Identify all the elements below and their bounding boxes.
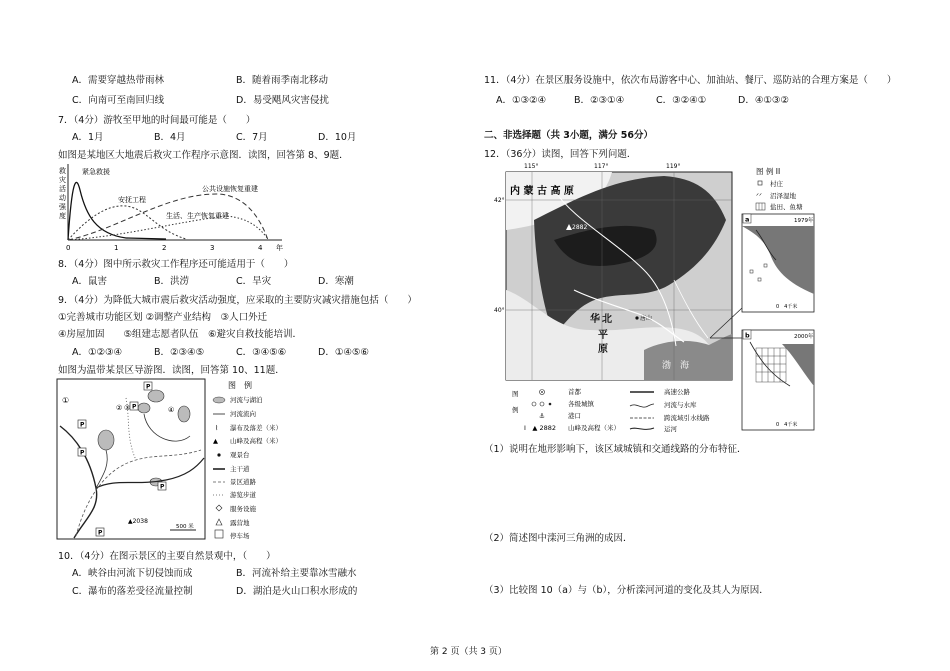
- q12-part1: （1）说明在地形影响下，该区域城镇和交通线路的分布特征．: [484, 444, 747, 455]
- q8-stem: 8．（4分）图中所示救灾工作程序还可能适用于（ ）: [58, 259, 294, 270]
- legend2-item: 村庄: [770, 180, 783, 188]
- map-label-plateau: 内 蒙 古 高 原: [510, 186, 574, 197]
- waterfall-symbol: ⌇: [215, 424, 219, 432]
- y-label-char: 救: [59, 167, 66, 175]
- x-tick: 2: [162, 244, 167, 252]
- q10-stem: 10．（4分）在图示景区的主要自然景观中，（ ）: [58, 551, 276, 562]
- section-2-heading: 二、非选择题（共 3小题，满分 56分）: [484, 130, 653, 141]
- q10-option-b: B．河流补给主要靠冰雪融水: [236, 568, 357, 579]
- q12-stem: 12．（36分）读图，回答下列问题．: [484, 149, 637, 160]
- y-label-char: 灾: [59, 176, 66, 184]
- q7-option-a: A．1月: [72, 132, 104, 143]
- peak-label: ▲2038: [128, 518, 148, 525]
- map-label-bohai: 渤 海: [662, 361, 690, 371]
- inset-a-scale: 0 4千米: [776, 304, 798, 310]
- parking-mark: P: [146, 383, 151, 391]
- legend3-item: 港口: [568, 412, 581, 420]
- q7-option-b: B．4月: [154, 132, 186, 143]
- q6-option-b: B．随着雨季南北移动: [236, 75, 329, 86]
- y-label-char: 动: [59, 194, 66, 202]
- legend-item: 河流与湖泊: [230, 396, 263, 404]
- legend-item: 山峰及高程（米）: [230, 437, 282, 445]
- q9-stem: 9．（4分）为降低大城市震后救灾活动强度，应采取的主要防灾减灾措施包括（ ）: [58, 295, 417, 306]
- legend3-item: 山峰及高程（米）: [568, 424, 620, 432]
- legend2-item: 沼泽湿地: [770, 192, 796, 200]
- map-peak-label: 2882: [572, 224, 588, 231]
- legend3-item: 首都: [568, 388, 581, 396]
- inset-b-year: 2000年: [794, 334, 814, 340]
- scenic-area-map: [56, 378, 366, 542]
- curve-label-placation: 安抚工程: [118, 196, 146, 204]
- lake: [98, 430, 114, 450]
- inset-a-year: 1979年: [794, 218, 814, 224]
- q9-option-d: D．①④⑤⑥: [318, 347, 369, 358]
- q9-line1: ①完善城市功能区划 ②调整产业结构 ③人口外迁: [58, 312, 268, 323]
- inset-b-tag: b: [745, 331, 750, 340]
- legend-item: 河流流向: [230, 410, 256, 418]
- lon-tick: 117°: [594, 163, 609, 170]
- legend-item: 观景台: [230, 451, 250, 459]
- lon-tick: 119°: [666, 163, 681, 170]
- x-tick: 3: [210, 244, 215, 252]
- q6-option-d: D．易受飓风灾害侵扰: [236, 95, 329, 106]
- q7-option-c: C．7月: [236, 132, 268, 143]
- legend3-item: 运河: [664, 425, 677, 432]
- q8-option-c: C．旱灾: [236, 276, 272, 287]
- q7-option-d: D．10月: [318, 132, 357, 143]
- map-label-plain-3: 平: [598, 330, 608, 341]
- parking-mark: P: [132, 403, 137, 411]
- legend-head: 图: [512, 390, 519, 398]
- legend-item: 游览步道: [230, 491, 256, 499]
- x-tick: 4: [258, 244, 263, 252]
- y-label-char: 活: [59, 185, 66, 193]
- q9-option-b: B．②③④⑤: [154, 347, 205, 358]
- lat-tick: 40°: [494, 307, 505, 314]
- curve-label-livelihood: 生活、生产恢复重建: [166, 212, 229, 220]
- q10-option-d: D．湖泊是火山口积水形成的: [236, 586, 358, 597]
- mark-4: ④: [168, 406, 175, 414]
- lon-tick: 115°: [524, 163, 539, 170]
- q8-option-b: B．洪涝: [154, 276, 190, 287]
- q11-option-d: D．④①③②: [738, 95, 789, 106]
- inset-b-scale: 0 4千米: [776, 422, 798, 428]
- lake: [178, 406, 190, 422]
- legend3-peak: I ▲ 2882: [524, 424, 557, 432]
- map-label-tangshan: 唐山: [640, 315, 653, 322]
- curve-label-public: 公共设施恢复重建: [202, 185, 258, 193]
- legend-item: 瀑布及落差（米）: [230, 424, 282, 432]
- page-footer: 第 2 页（共 3 页）: [430, 647, 507, 657]
- parking-mark: P: [98, 529, 103, 537]
- legend-item: 停车场: [230, 532, 250, 540]
- legend2-title: 图 例 II: [756, 167, 781, 176]
- lake: [148, 390, 164, 402]
- parking-mark: P: [80, 421, 85, 429]
- x-tick: 1: [114, 244, 119, 252]
- legend-item: 服务设施: [230, 505, 256, 513]
- legend-item: 景区道路: [230, 478, 256, 486]
- legend-title: 图 例: [228, 381, 252, 390]
- q7-stem: 7．（4分）游牧至甲地的时间最可能是（ ）: [58, 115, 256, 126]
- q12-part2: （2）简述图中滦河三角洲的成因．: [484, 533, 633, 544]
- y-label-char: 度: [59, 212, 66, 220]
- legend2-item: 盐田、鱼塘: [770, 203, 803, 211]
- q8-option-d: D．寒潮: [318, 276, 354, 287]
- map-label-plain-2: 北: [602, 314, 612, 325]
- inset-a-tag: a: [745, 215, 750, 224]
- relief-curve-figure: [56, 160, 292, 254]
- q9-line2: ④房屋加固 ⑤组建志愿者队伍 ⑥避灾自救技能培训．: [58, 329, 303, 340]
- x-unit: 年: [276, 244, 283, 252]
- parking-mark: P: [80, 449, 85, 457]
- q11-stem: 11．（4分）在景区服务设施中，依次布局游客中心、加油站、餐厅、巡防站的合理方案是（ ）: [484, 75, 897, 86]
- emergency-rescue-curve: [68, 182, 166, 240]
- q11-option-c: C．③②④①: [656, 95, 707, 106]
- q10-option-c: C．瀑布的落差受径流量控制: [72, 586, 193, 597]
- q6-option-a: A．需要穿越热带雨林: [72, 75, 164, 86]
- lat-tick: 42°: [494, 197, 505, 204]
- legend-item: 主干道: [230, 465, 250, 473]
- peak-symbol: ▲: [213, 437, 218, 445]
- scale-label: 500 米: [176, 524, 194, 530]
- lake: [138, 403, 150, 413]
- q9-option-a: A．①②③④: [72, 347, 123, 358]
- fig1-intro: 如图是某地区大地震后救灾工作程序示意图．读图，回答第 8、9题．: [58, 150, 349, 161]
- mark-2: ②: [116, 404, 123, 412]
- region-map-figure: [494, 160, 824, 432]
- marsh-symbol: ᐟᐟ: [756, 192, 762, 200]
- y-label-char: 强: [59, 203, 66, 211]
- parking-mark: P: [160, 483, 165, 491]
- legend-item: 露营地: [230, 519, 250, 527]
- fig2-intro: 如图为温带某景区导游图．读图，回答第 10、11题．: [58, 365, 285, 376]
- q11-option-b: B．②③①④: [574, 95, 625, 106]
- q6-option-c: C．向南可至南回归线: [72, 95, 165, 106]
- legend-head: 例: [512, 406, 519, 414]
- q12-part3: （3）比较图 10（a）与（b），分析滦河河道的变化及其人为原因．: [484, 585, 769, 596]
- mark-3: ③: [124, 404, 131, 412]
- q10-option-a: A．峡谷由河流下切侵蚀而成: [72, 568, 193, 579]
- legend3-item: 跨流域引水线路: [664, 414, 710, 422]
- legend3-item: 河流与水库: [664, 401, 697, 409]
- mark-1: ①: [62, 396, 70, 405]
- legend3-item: 各级城镇: [568, 400, 594, 408]
- q9-option-c: C．③④⑤⑥: [236, 347, 287, 358]
- x-tick: 0: [66, 244, 71, 252]
- q11-option-a: A．①③②④: [496, 95, 547, 106]
- q8-option-a: A．鼠害: [72, 276, 107, 287]
- port-symbol: ⚓: [539, 412, 545, 420]
- map-label-plain-1: 华: [590, 314, 600, 325]
- legend3-item: 高速公路: [664, 388, 690, 396]
- map-label-plain-4: 原: [598, 344, 608, 355]
- curve-label-emergency: 紧急救援: [82, 168, 110, 176]
